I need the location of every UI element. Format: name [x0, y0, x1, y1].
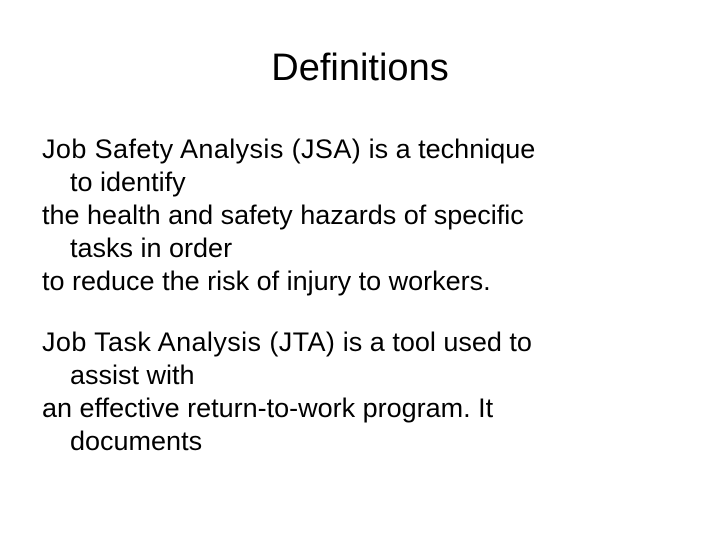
jta-line-1-rest: is a tool used to — [335, 327, 532, 357]
jta-term: Job Task Analysis (JTA) — [42, 327, 336, 357]
jta-line-1 — [42, 326, 702, 359]
paragraph-spacer — [42, 298, 702, 326]
slide-body — [42, 133, 702, 458]
jta-line-3: an effective return-to-work program. It — [42, 393, 494, 423]
slide-title: Definitions — [271, 47, 449, 89]
jsa-line-5: to reduce the risk of injury to workers. — [42, 266, 491, 296]
jsa-term: Job Safety Analysis (JSA) — [42, 134, 362, 164]
jsa-line-1-rest: is a technique — [361, 134, 536, 164]
jsa-line-2: to identify — [70, 167, 186, 197]
jsa-line-4: tasks in order — [70, 233, 233, 263]
jsa-line-1 — [42, 133, 702, 166]
jta-definition — [42, 326, 702, 458]
jsa-definition — [42, 133, 702, 298]
jta-line-4: documents — [70, 426, 203, 456]
jta-line-2: assist with — [70, 360, 195, 390]
jsa-line-3: the health and safety hazards of specific — [42, 200, 524, 230]
